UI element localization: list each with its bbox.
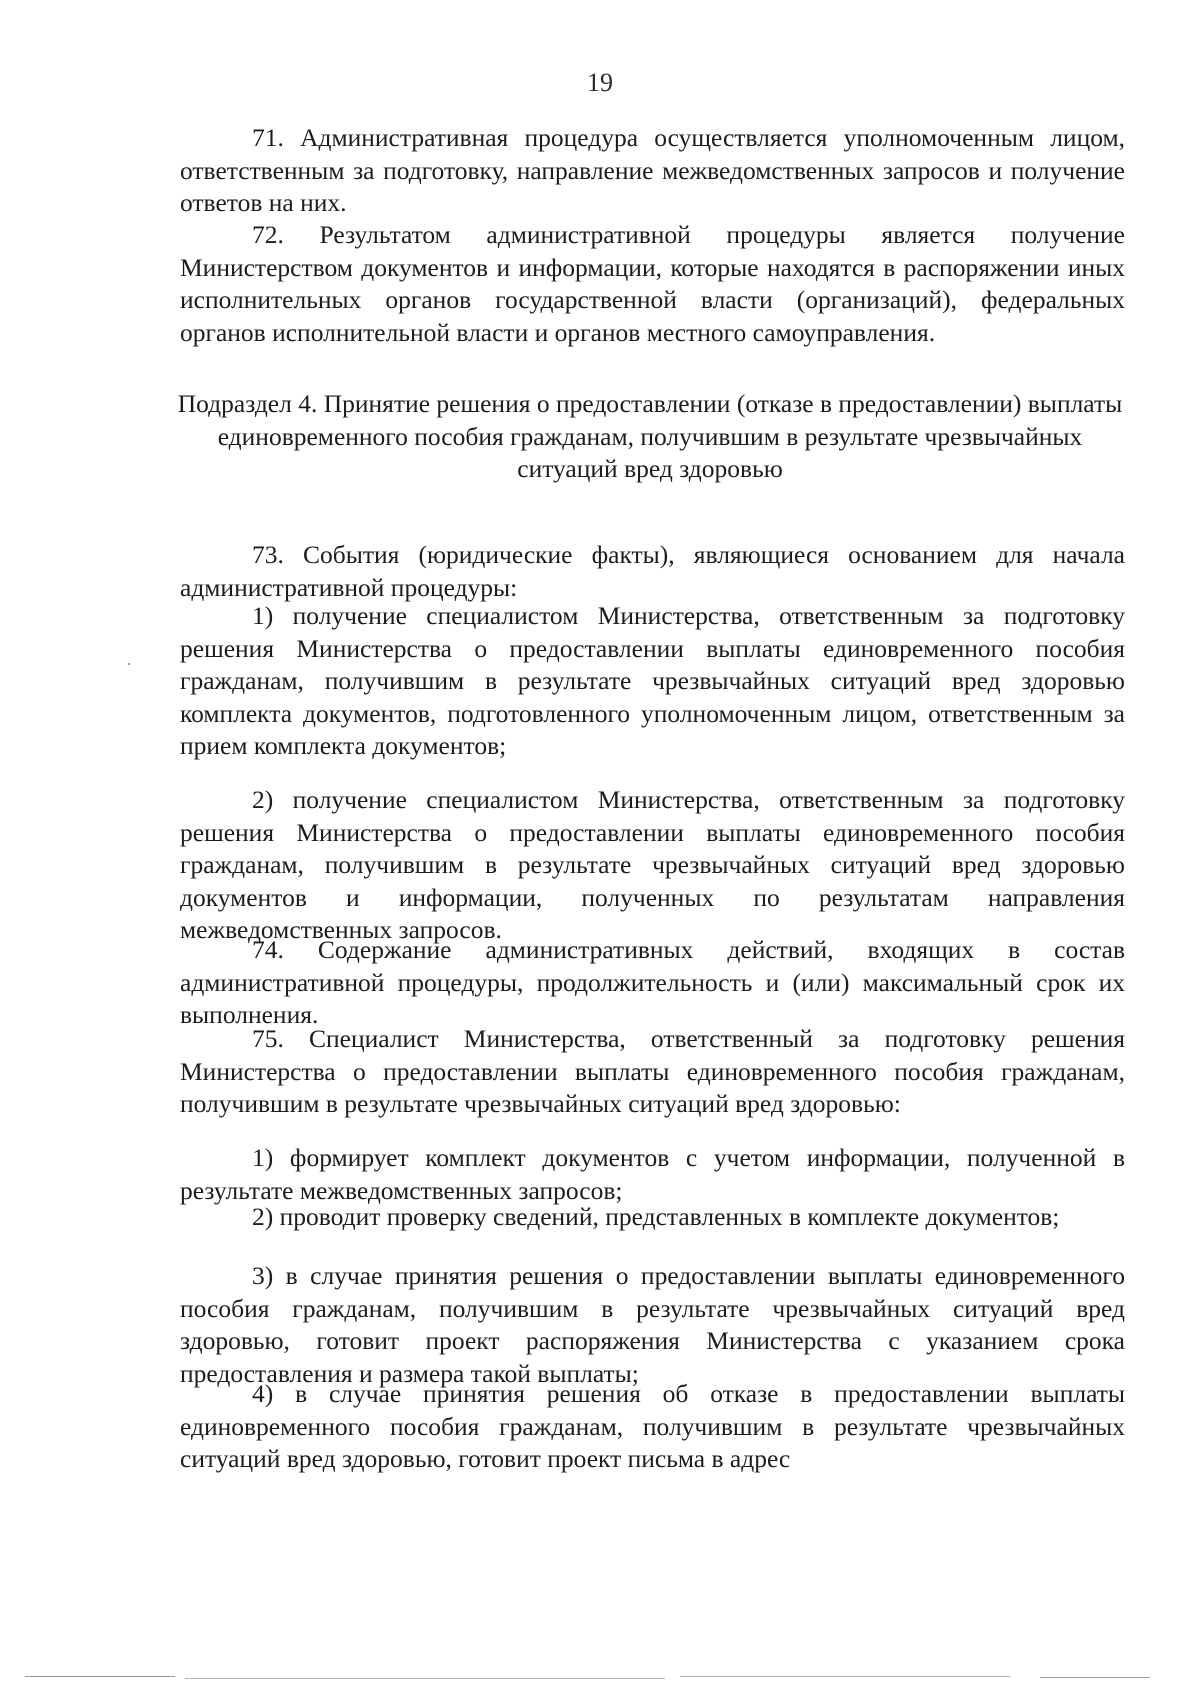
- paragraph-74: 74. Содержание административных действий, входящих в состав административной процедуры, продолжительность и (или) максимальный срок их выполнения.: [180, 935, 1125, 1030]
- scan-edge-line: [185, 1678, 665, 1679]
- paragraph-75: 75. Специалист Министерства, ответственный за подготовку решения Министерства о предоставлении выплаты единовременного пособия гражданам, получившим в результате чрезвычайных ситуаций вред здоровью:: [180, 1024, 1125, 1119]
- scan-edge-line: [680, 1676, 1010, 1677]
- page-number: 19: [587, 68, 613, 97]
- paragraph-73-item-1: 1) получение специалистом Министерства, ответственным за подготовку решения Министерства о предоставлении выплаты единовременного пособия гражданам, получившим в результате чрезвычайных ситуаций вред здоровью комплекта документов, подготовленного уполномоченным лицом, ответственным за прием комплекта документов;: [180, 601, 1125, 761]
- scan-edge-line: [25, 1676, 175, 1677]
- scan-speck: [128, 663, 130, 665]
- paragraph-75-item-2: 2) проводит проверку сведений, представленных в комплекте документов;: [252, 1202, 1060, 1231]
- subsection-heading: Подраздел 4. Принятие решения о предоставлении (отказе в предоставлении) выплаты единовременного пособия гражданам, получившим в результате чрезвычайных ситуаций вред здоровью: [177, 389, 1123, 484]
- paragraph-72: 72. Результатом административной процедуры является получение Министерством документов и информации, которые находятся в распоряжении иных исполнительных органов государственной власти (организаций), федеральных органов исполнительной власти и органов местного самоуправления.: [180, 220, 1125, 347]
- scan-edge-line: [1040, 1677, 1150, 1678]
- paragraph-73-item-2: 2) получение специалистом Министерства, ответственным за подготовку решения Министерства о предоставлении выплаты единовременного пособия гражданам, получившим в результате чрезвычайных ситуаций вред здоровью документов и информации, полученных по результатам направления межведомственных запросов.: [180, 785, 1125, 945]
- paragraph-71: 71. Административная процедура осуществляется уполномоченным лицом, ответственным за подготовку, направление межведомственных запросов и получение ответов на них.: [180, 123, 1125, 218]
- paragraph-75-item-3: 3) в случае принятия решения о предоставлении выплаты единовременного пособия гражданам, получившим в результате чрезвычайных ситуаций вред здоровью, готовит проект распоряжения Министерства с указанием срока предоставления и размера такой выплаты;: [180, 1261, 1125, 1388]
- paragraph-73: 73. События (юридические факты), являющиеся основанием для начала административной процедуры:: [180, 540, 1125, 602]
- paragraph-75-item-1: 1) формирует комплект документов с учетом информации, полученной в результате межведомственных запросов;: [180, 1143, 1125, 1205]
- paragraph-75-item-4: 4) в случае принятия решения об отказе в предоставлении выплаты единовременного пособия гражданам, получившим в результате чрезвычайных ситуаций вред здоровью, готовит проект письма в адрес: [180, 1379, 1125, 1474]
